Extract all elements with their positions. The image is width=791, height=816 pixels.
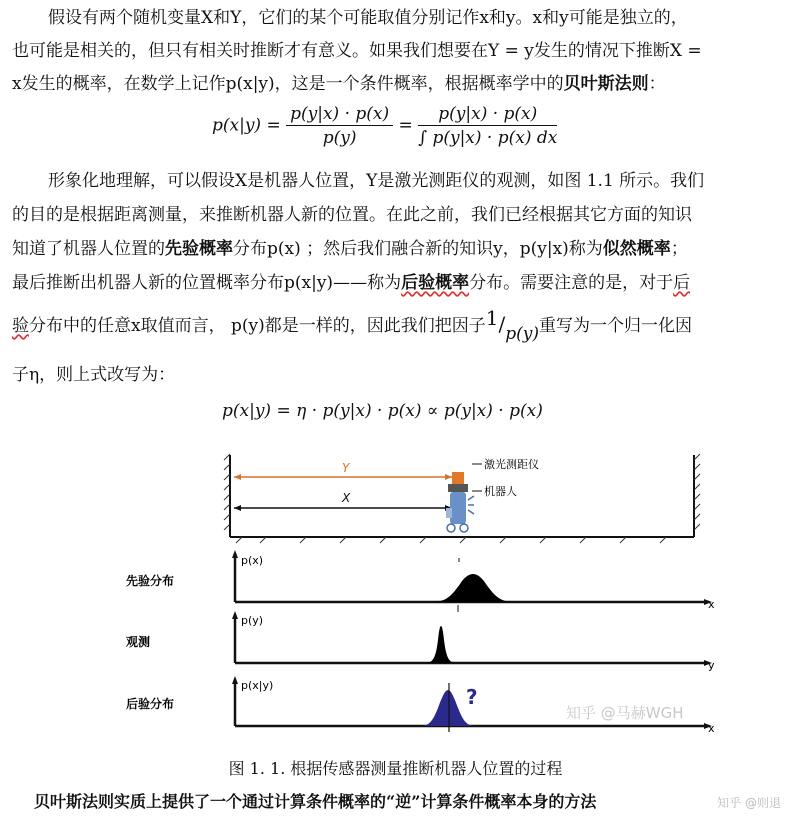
eq1-num2: p(y|x) · p(x) (418, 104, 557, 126)
normalized-equation: p(x|y) = η · p(y|x) · p(x) ∝ p(y|x) · p(x) (222, 401, 543, 421)
robot-localization-figure (100, 450, 740, 750)
question-mark: ? (466, 685, 478, 709)
eq1-lhs: p(x|y) = (212, 115, 281, 136)
prior-distribution-label: 先验分布 (126, 574, 175, 588)
para2-line3-c: 分布p(x) ；然后我们融合新的知识y，p(y|x)称为 (233, 239, 603, 259)
obs-axis-label: p(y) (241, 614, 264, 627)
figure-watermark: 知乎 @马赫WGH (566, 704, 684, 722)
para1-line1: 假设有两个随机变量X和Y，它们的某个可能取值分别记作x和y。x和y可能是独立的， (48, 8, 688, 28)
likelihood-term: 似然概率 (602, 239, 671, 259)
posterior-term: 后验概率 (401, 273, 470, 293)
factor-denominator: p(y) (505, 324, 539, 344)
eq1-den2: ∫ p(y|x) · p(x) dx (418, 128, 558, 148)
para1-line3-text: x发生的概率，在数学上记作p(x|y)，这是一个条件概率，根据概率学中的 (12, 74, 564, 94)
para2-line5 (12, 306, 790, 344)
factor-slash: / (498, 312, 506, 336)
post-x-label: x (708, 722, 715, 735)
page-watermark: 知乎 @则退 (717, 796, 781, 810)
laser-rangefinder-label: 激光测距仪 (484, 458, 539, 471)
robot-label: 机器人 (484, 485, 517, 498)
obs-x-label: y (708, 659, 715, 672)
para2-line4-a: 最后推断出机器人新的位置概率分布p(x|y)——称为 (12, 273, 402, 293)
eq1-den1: p(y) (322, 128, 357, 148)
para2-line5-c: 重写为一个归一化因 (539, 316, 692, 336)
para2-line3-e: ； (670, 239, 688, 259)
prior-axis-label: p(x) (241, 554, 264, 567)
observation-curve (426, 626, 456, 663)
para2-line5-a: 验 (12, 316, 29, 336)
para1-line3-colon: ： (648, 74, 666, 94)
robot-icon (446, 472, 474, 532)
factor-numerator: 1 (485, 306, 499, 330)
para2-line3-a: 知道了机器人位置的 (12, 239, 165, 259)
eq1-num1: p(y|x) · p(x) (286, 104, 393, 126)
para2-line6: 子η，则上式改写为： (12, 365, 176, 385)
figure-caption: 图 1. 1. 根据传感器测量推断机器人位置的过程 (228, 759, 563, 778)
bayes-rule-term: 贝叶斯法则 (563, 74, 649, 94)
para2-line4-c: 分布。需要注意的是，对于 (469, 273, 674, 293)
x-distance-label: X (342, 491, 351, 505)
para2-line4 (12, 272, 790, 294)
eq1-frac1 (286, 104, 393, 148)
para2-line2: 的目的是根据距离测量，来推断机器人新的位置。在此之前，我们已经根据其它方面的知识 (12, 205, 692, 225)
bayes-equation (212, 104, 557, 148)
y-distance-label: Y (342, 461, 350, 475)
eq1-frac2 (418, 104, 557, 148)
observation-label: 观测 (126, 635, 151, 649)
prior-curve (430, 574, 516, 602)
post-axis-label: p(x|y) (241, 679, 274, 692)
posterior-distribution-label: 后验分布 (126, 697, 175, 711)
para2-line3 (12, 238, 790, 260)
para1-line3 (12, 73, 790, 95)
prior-x-label: x (708, 598, 715, 611)
para2-line5-b: 分布中的任意x取值而言， p(y)都是一样的，因此我们把因子 (29, 316, 486, 336)
para1-line2: 也可能是相关的，但只有相关时推断才有意义。如果我们想要在Y = y发生的情况下推断X = (12, 41, 702, 61)
para2-line1: 形象化地理解，可以假设X是机器人位置，Y是激光测距仪的观测，如图 1.1 所示。我们 (48, 171, 705, 191)
para2-line4-d: 后 (673, 273, 691, 293)
prior-term: 先验概率 (165, 239, 233, 259)
bayes-summary-sentence: 贝叶斯法则实质上提供了一个通过计算条件概率的“逆”计算条件概率本身的方法 (34, 792, 597, 811)
eq1-equals: = (398, 115, 413, 136)
